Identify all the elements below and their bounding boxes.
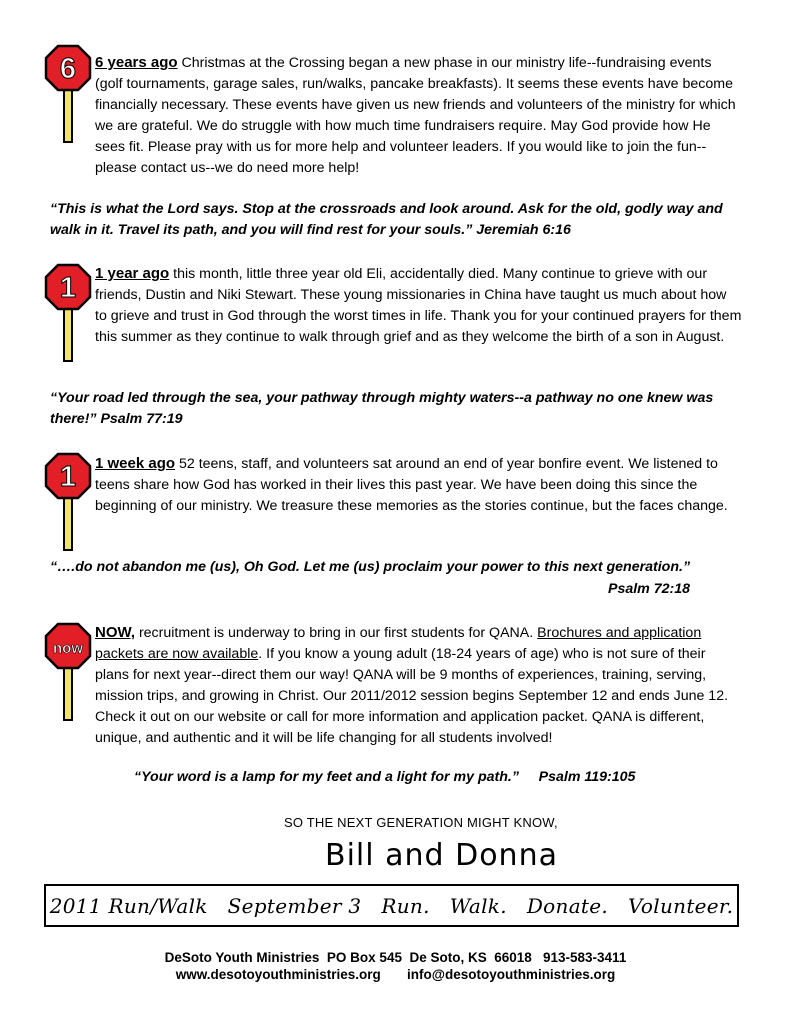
section-one-week-ago [95, 453, 740, 517]
section-now [95, 622, 743, 749]
scripture-quote: “Your road led through the sea, your pathway through mighty waters--a pathway no one knew was there!” Psalm 77:19 [50, 390, 714, 427]
event-banner-text: 2011 Run/Walk September 3 Run. Walk. Donate. Volunteer. [49, 893, 734, 918]
countdown-sign-6 [44, 44, 92, 144]
scripture-quote: “Your word is a lamp for my feet and a light for my path.” Psalm 119:105 [134, 769, 636, 785]
countdown-sign-1-week [44, 452, 92, 552]
sign-number: 1 [59, 461, 77, 493]
section-body: 52 teens, staff, and volunteers sat around an end of year bonfire event. We listened to teens share how God has worked in their lives this past year. We have been doing this since the beginning of our ministry. We treasure these memories as the stories continue, but the faces change. [95, 456, 728, 514]
countdown-sign-1-year [44, 263, 92, 363]
section-heading: NOW, [95, 624, 135, 641]
brochures-note: Brochures and application packets are now available [95, 625, 702, 662]
sign-number: 1 [59, 272, 77, 304]
now-sign [44, 622, 92, 722]
section-body-continued: . If you know a young adult (18-24 years of age) who is not sure of their plans for next year--direct them our way! QANA will be 9 months of experiences, training, serving, mission trips, and growing in Christ. Our 2011/2012 session begins September 12 and ends June 12. Check it out on our website or call for more information and application packet. QANA is different, unique, and authentic and it will be life changing for all students involved! [95, 646, 729, 746]
section-six-years-ago [95, 52, 740, 179]
signature: Bill and Donna [325, 838, 558, 873]
event-banner [44, 884, 739, 927]
sign-word: now [53, 640, 83, 657]
section-heading: 1 year ago [95, 265, 170, 282]
section-body: recruitment is underway to bring in our first students for QANA. [135, 625, 538, 641]
sign-number: 6 [59, 53, 77, 85]
section-heading: 6 years ago [95, 54, 178, 71]
scripture-quote: “This is what the Lord says. Stop at the crossroads and look around. Ask for the old, godly way and walk in it. Travel its path, and you will find rest for your souls.” Jeremiah 6:16 [50, 201, 723, 238]
footer-address: DeSoto Youth Ministries PO Box 545 De Soto, KS 66018 913-583-3411 [164, 950, 627, 965]
scripture-quote: “….do not abandon me (us), Oh God. Let me (us) proclaim your power to this next generation.” [50, 559, 691, 575]
section-heading: 1 week ago [95, 455, 176, 472]
closing-line: SO THE NEXT GENERATION MIGHT KNOW, [284, 815, 558, 830]
section-body: this month, little three year old Eli, accidentally died. Many continue to grieve with our friends, Dustin and Niki Stewart. These young missionaries in China have taught us much about how to grieve and trust in God through the worst times in life. Thank you for your continued prayers for them this summer as they continue to walk through grief and as they welcome the birth of a son in August. [95, 266, 742, 345]
scripture-reference: Psalm 72:18 [608, 581, 691, 597]
footer-web-email: www.desotoyouthministries.org info@desotoyouthministries.org [175, 967, 616, 982]
section-body: Christmas at the Crossing began a new phase in our ministry life--fundraising events (golf tournaments, garage sales, run/walks, pancake breakfasts). It seems these events have become financially necessary. These events have given us new friends and volunteers of the ministry for which we are grateful. We do struggle with how much time fundraisers require. May God provide how He sees fit. Please pray with us for more help and volunteer leaders. If you would like to join the fun--please contact us--we do need more help! [95, 55, 736, 176]
section-one-year-ago [95, 263, 742, 348]
